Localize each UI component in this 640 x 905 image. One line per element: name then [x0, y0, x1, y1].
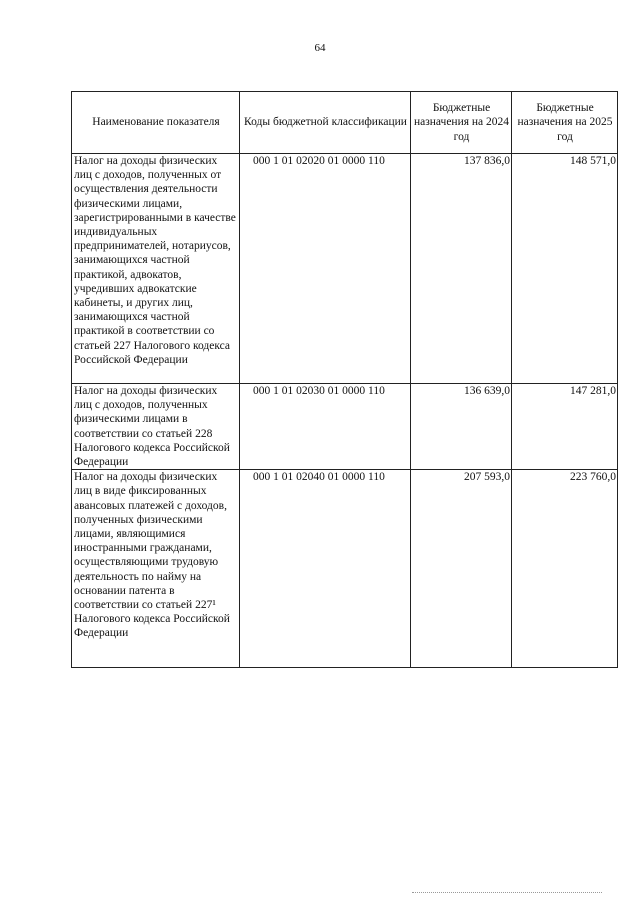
indicator-name-cell: Налог на доходы физических лиц с доходов, полученных физическими лицами в соответствии со статьей 228 Налогового кодекса Российской Федерации [72, 384, 240, 470]
amount-2025-cell: 148 571,0 [512, 154, 618, 384]
amount-2024-cell: 207 593,0 [411, 470, 512, 668]
budget-code-cell: 000 1 01 02030 01 0000 110 [240, 384, 411, 470]
header-budget-2024: Бюджетные назначения на 2024 год [411, 92, 512, 154]
amount-2024-cell: 136 639,0 [411, 384, 512, 470]
budget-code-cell: 000 1 01 02040 01 0000 110 [240, 470, 411, 668]
amount-2025-cell: 223 760,0 [512, 470, 618, 668]
footer-dotted-line [412, 892, 602, 893]
table-row [72, 470, 618, 668]
table-header-row [72, 92, 618, 154]
indicator-name-cell: Налог на доходы физических лиц с доходов, полученных от осуществления деятельности физическими лицами, зарегистрированными в качестве индивидуальных предпринимателей, нотариусов, занимающихся частной практикой, адвокатов, учредивших адвокатские кабинеты, и других лиц, занимающихся частной практикой в соответствии со статьей 227 Налогового кодекса Российской Федерации [72, 154, 240, 384]
table-row [72, 384, 618, 470]
budget-code-cell: 000 1 01 02020 01 0000 110 [240, 154, 411, 384]
table-row [72, 154, 618, 384]
amount-2025-cell: 147 281,0 [512, 384, 618, 470]
header-budget-2025: Бюджетные назначения на 2025 год [512, 92, 618, 154]
amount-2024-cell: 137 836,0 [411, 154, 512, 384]
page-number: 64 [314, 42, 326, 54]
budget-table [71, 91, 618, 668]
indicator-name-cell: Налог на доходы физических лиц в виде фиксированных авансовых платежей с доходов, полученных физическими лицами, являющимися иностранными гражданами, осуществляющими трудовую деятельность по найму на основании патента в соответствии со статьей 227¹ Налогового кодекса Российской Федерации [72, 470, 240, 668]
header-budget-codes: Коды бюджетной классификации [240, 92, 411, 154]
header-indicator-name: Наименование показателя [72, 92, 240, 154]
